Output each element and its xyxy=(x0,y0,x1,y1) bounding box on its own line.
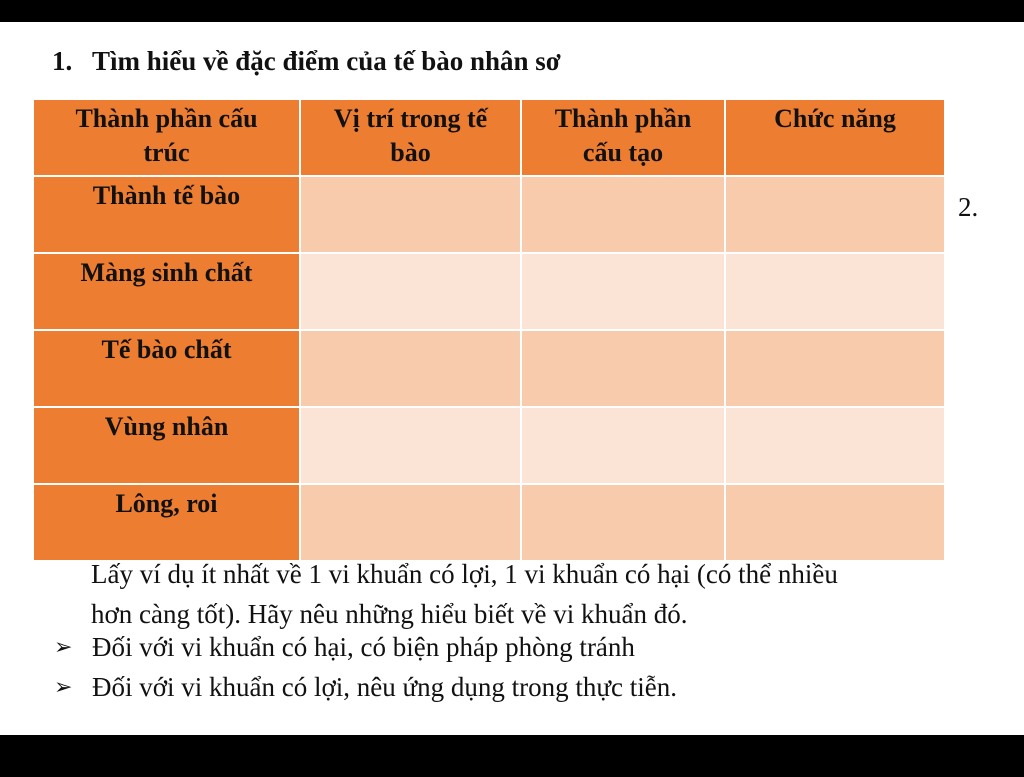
row-label: Màng sinh chất xyxy=(33,253,300,330)
document-page xyxy=(0,22,1024,735)
table-cell[interactable] xyxy=(725,253,945,330)
section-1-heading xyxy=(52,46,561,77)
bullet-text: Đối với vi khuẩn có lợi, nêu ứng dụng trong thực tiễn. xyxy=(92,672,677,702)
header-location-in-cell: Vị trí trong tế bào xyxy=(300,99,521,176)
table-cell[interactable] xyxy=(300,330,521,407)
table-cell[interactable] xyxy=(725,407,945,484)
header-composition: Thành phần cấu tạo xyxy=(521,99,725,176)
table-row xyxy=(33,484,945,561)
table-row xyxy=(33,407,945,484)
table-header-row xyxy=(33,99,945,176)
section-2-prompt xyxy=(91,554,971,634)
table-cell[interactable] xyxy=(521,330,725,407)
section-2-number: 2. xyxy=(958,192,979,222)
row-label: Thành tế bào xyxy=(33,176,300,253)
table-row xyxy=(33,253,945,330)
table-cell[interactable] xyxy=(300,407,521,484)
arrowhead-bullet-icon: ➢ xyxy=(54,634,73,659)
prokaryote-characteristics-table xyxy=(32,98,946,562)
row-label: Vùng nhân xyxy=(33,407,300,484)
section-2-line-1: Lấy ví dụ ít nhất về 1 vi khuẩn có lợi, 1 vi khuẩn có hại (có thể nhiều xyxy=(91,559,838,589)
header-function: Chức năng xyxy=(725,99,945,176)
arrowhead-bullet-icon: ➢ xyxy=(54,674,73,699)
section-2-line-2: hơn càng tốt). Hãy nêu những hiểu biết về vi khuẩn đó. xyxy=(91,599,688,629)
bullet-text: Đối với vi khuẩn có hại, có biện pháp phòng tránh xyxy=(92,632,635,662)
table-cell[interactable] xyxy=(725,484,945,561)
row-label: Tế bào chất xyxy=(33,330,300,407)
table-cell[interactable] xyxy=(725,176,945,253)
table-cell[interactable] xyxy=(300,484,521,561)
row-label: Lông, roi xyxy=(33,484,300,561)
header-structure-component: Thành phần cấu trúc xyxy=(33,99,300,176)
table-cell[interactable] xyxy=(725,330,945,407)
table-cell[interactable] xyxy=(521,176,725,253)
table-cell[interactable] xyxy=(300,253,521,330)
table-cell[interactable] xyxy=(521,253,725,330)
table-cell[interactable] xyxy=(521,407,725,484)
table-row xyxy=(33,330,945,407)
bullet-item-beneficial-bacteria xyxy=(54,672,677,703)
table-cell[interactable] xyxy=(521,484,725,561)
bullet-item-harmful-bacteria xyxy=(54,632,635,663)
section-1-title: Tìm hiểu về đặc điểm của tế bào nhân sơ xyxy=(92,46,561,76)
table-cell[interactable] xyxy=(300,176,521,253)
table-row xyxy=(33,176,945,253)
section-1-number: 1. xyxy=(52,46,73,76)
